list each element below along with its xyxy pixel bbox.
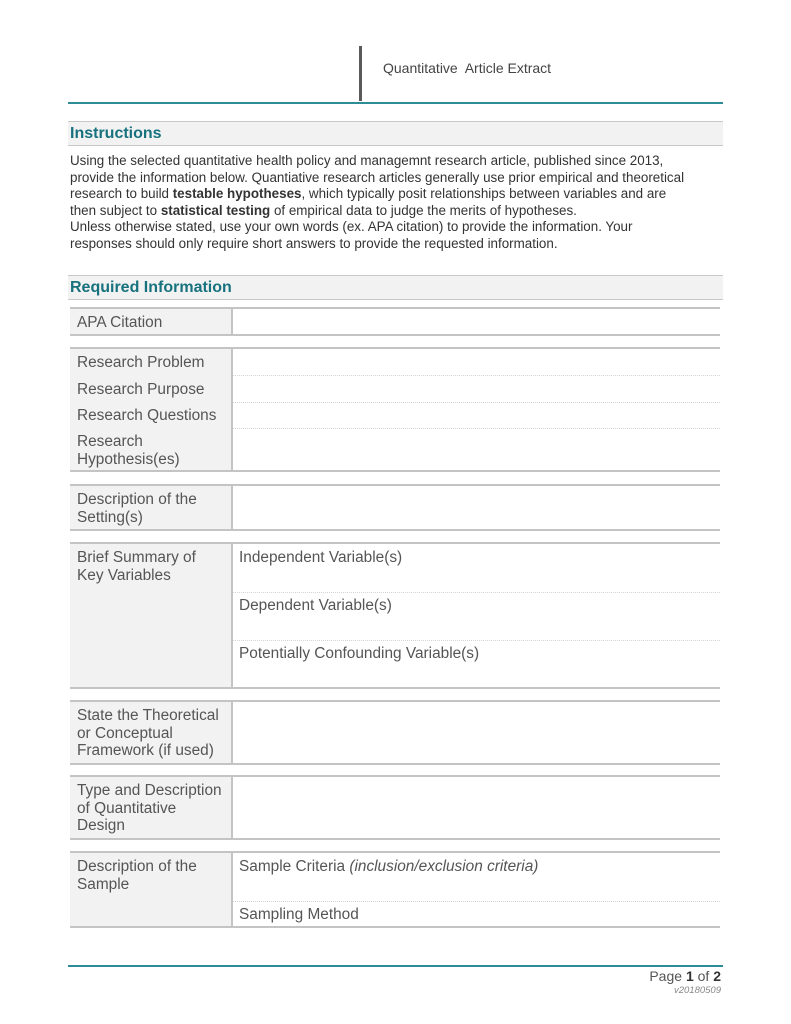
research-purpose-field[interactable] — [233, 376, 720, 402]
independent-variable-label: Independent Variable(s) — [239, 549, 403, 566]
sample-criteria-label — [239, 858, 538, 876]
instructions-paragraph-2: Unless otherwise stated, use your own words (ex. APA citation) to provide the information. Your responses should only require short answers to provide the requested information. — [70, 219, 633, 251]
instr-bold-hypotheses: testable hypotheses — [172, 186, 302, 202]
required-info-heading: Required Information — [68, 275, 723, 300]
instr-bold-testing: statistical testing — [160, 202, 271, 218]
instructions-heading: Instructions — [68, 121, 723, 146]
instructions-text — [70, 153, 690, 253]
independent-variable-field[interactable] — [233, 569, 720, 591]
research-problem-label: Research Problem — [77, 354, 205, 371]
instr-text-a: Using the selected quantitative health policy and managemnt research article, published since 2013, provide the information below. Quantiative research articles generally use prior empirical and theoretical research to build — [70, 153, 685, 202]
page-word: Page — [649, 968, 686, 984]
key-variables-label: Brief Summary of Key Variables — [77, 549, 196, 584]
dependent-variable-field[interactable] — [233, 617, 720, 639]
sample-group — [70, 851, 720, 928]
header-divider — [359, 46, 362, 101]
framework-group — [70, 700, 720, 765]
row-separator — [233, 592, 720, 593]
confounding-variable-label: Potentially Confounding Variable(s) — [239, 645, 480, 662]
sampling-method-field[interactable] — [233, 925, 720, 926]
research-group — [70, 347, 720, 472]
page-current: 1 — [685, 968, 694, 984]
apa-citation-label: APA Citation — [77, 314, 163, 331]
design-label: Type and Description of Quantitative Design — [77, 782, 222, 835]
setting-group — [70, 484, 720, 531]
sample-label: Description of the Sample — [77, 858, 197, 893]
design-field[interactable] — [233, 777, 720, 838]
version-label: v20180509 — [673, 985, 721, 996]
research-hypothesis-label: Research Hypothesis(es) — [77, 433, 180, 468]
page-number — [649, 968, 721, 984]
row-separator — [233, 901, 720, 902]
footer-rule — [68, 965, 723, 967]
page-total: 2 — [713, 968, 721, 984]
framework-field[interactable] — [233, 702, 720, 763]
instructions-paragraph-1 — [70, 153, 690, 219]
page-of: of — [693, 968, 714, 984]
document-title: Quantitative Article Extract — [383, 60, 552, 76]
row-separator — [233, 640, 720, 641]
research-questions-field[interactable] — [233, 403, 720, 428]
sample-criteria-note: (inclusion/exclusion criteria) — [349, 858, 539, 875]
research-hypothesis-field[interactable] — [233, 429, 720, 470]
instr-text-c: , which typically posit relationships between variables and are then subject to — [70, 186, 667, 218]
research-purpose-label: Research Purpose — [77, 381, 205, 398]
sampling-method-label: Sampling Method — [239, 906, 359, 923]
design-group — [70, 775, 720, 840]
apa-citation-field[interactable] — [233, 309, 720, 334]
header-rule — [68, 102, 723, 104]
sample-criteria-text: Sample Criteria — [239, 858, 350, 875]
instr-text-e: of empirical data to judge the merits of hypotheses. — [270, 202, 577, 218]
key-variables-group — [70, 542, 720, 689]
dependent-variable-label: Dependent Variable(s) — [239, 597, 392, 614]
research-problem-field[interactable] — [233, 349, 720, 375]
research-questions-label: Research Questions — [77, 407, 217, 424]
sample-criteria-field[interactable] — [233, 878, 720, 900]
framework-label: State the Theoretical or Conceptual Framework (if used) — [77, 707, 219, 760]
setting-label: Description of the Setting(s) — [77, 491, 197, 526]
confounding-variable-field[interactable] — [233, 665, 720, 687]
setting-field[interactable] — [233, 486, 720, 529]
apa-citation-group — [70, 307, 720, 336]
